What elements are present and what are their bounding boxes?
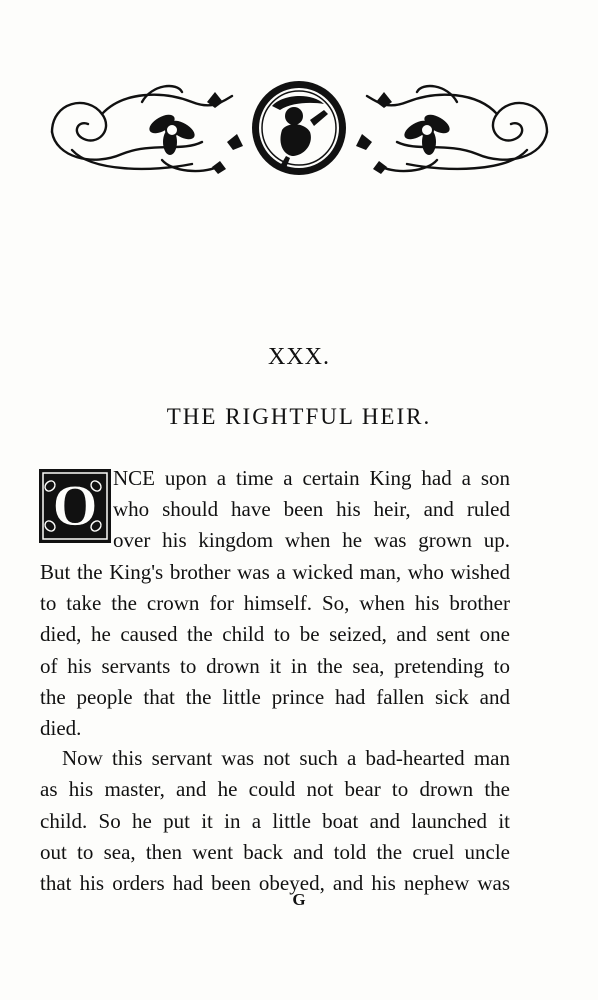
text-line: over his kingdom when he was grown up. <box>113 528 510 552</box>
ornamental-dropcap <box>38 468 112 544</box>
text-line: the people that the little prince had fallen sick and <box>40 685 510 709</box>
text-line: who should have been his heir, and ruled <box>113 497 510 521</box>
text-line: died. <box>40 716 82 740</box>
text-line: NCE upon a time a certain King had a son <box>113 466 510 490</box>
text-line: Now this servant was not such a bad-hearted man <box>62 746 510 770</box>
decorative-headpiece-ornament <box>42 72 557 184</box>
signature-mark: G <box>292 890 306 909</box>
text-line: out to sea, then went back and told the cruel uncle <box>40 840 510 864</box>
chapter-title: THE RIGHTFUL HEIR. <box>166 404 432 429</box>
text-line: child. So he put it in a little boat and launched it <box>40 809 510 833</box>
text-line: of his servants to drown it in the sea, pretending to <box>40 654 510 678</box>
text-line: to take the crown for himself. So, when his brother <box>40 591 510 615</box>
text-line: as his master, and he could not bear to drown the <box>40 777 510 801</box>
chapter-number: XXX. <box>268 344 330 370</box>
dropcap-letter: O <box>52 473 98 538</box>
text-line: that his orders had been obeyed, and his nephew was <box>40 871 510 895</box>
text-line: died, he caused the child to be seized, and sent one <box>40 622 510 646</box>
text-line: But the King's brother was a wicked man, who wished <box>40 560 510 584</box>
